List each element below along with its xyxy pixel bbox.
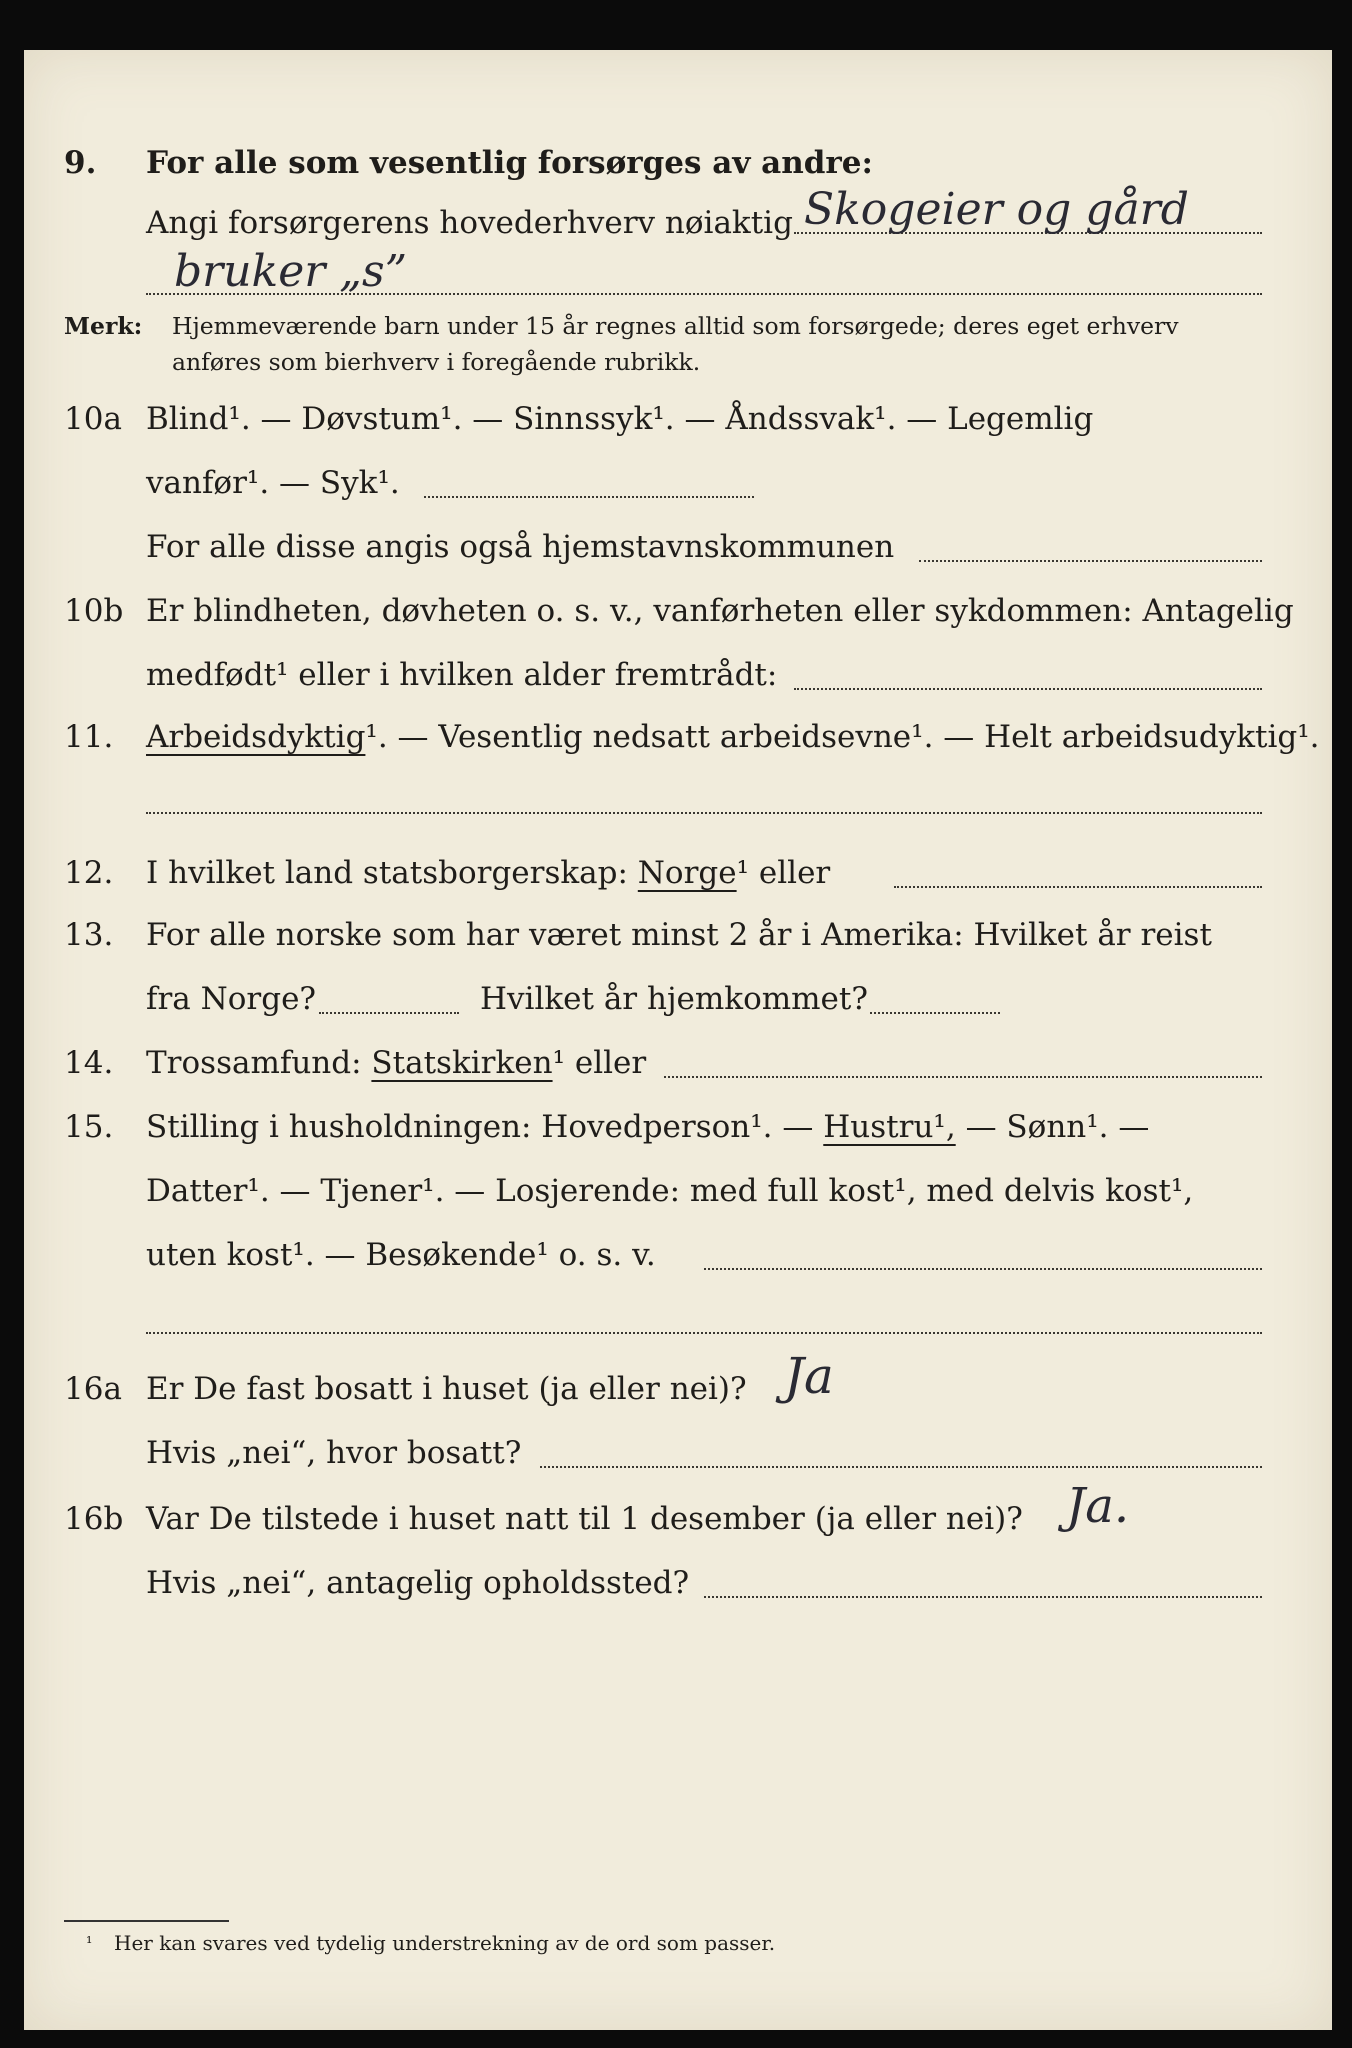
question-number-12: 12. <box>64 855 114 891</box>
answer-line-16b <box>704 1596 1262 1598</box>
question-11-text <box>146 714 1320 760</box>
question-16a-line-1: Er De fast bosatt i huset (ja eller nei)? <box>146 1371 747 1407</box>
question-15-prompt: Stilling i husholdningen: Hovedperson¹. — <box>146 1109 814 1145</box>
handwritten-answer-9a: Skogeier og gård <box>804 184 1189 235</box>
question-number-11: 11. <box>64 719 114 755</box>
question-15-rest: — Sønn¹. — <box>965 1109 1150 1145</box>
question-number-13: 13. <box>64 917 114 953</box>
question-10a-line-2: vanfør¹. — Syk¹. <box>146 465 400 501</box>
question-16a-line-2: Hvis „nei“, hvor bosatt? <box>146 1435 522 1471</box>
question-9-heading: For alle som vesentlig forsørges av andre: <box>146 145 873 181</box>
answer-line-10b <box>794 688 1262 690</box>
question-16b-line-2: Hvis „nei“, antagelig opholdssted? <box>146 1565 690 1601</box>
question-number-10b: 10b <box>64 593 124 629</box>
question-10a-line-3: For alle disse angis også hjemstavnskommunen <box>146 529 895 565</box>
answer-line-13a <box>319 1012 459 1014</box>
handwritten-answer-9b: bruker „s” <box>174 246 408 297</box>
question-12-underlined-answer: Norge <box>637 855 737 891</box>
question-number-9: 9. <box>64 145 97 181</box>
question-number-15: 15. <box>64 1109 114 1145</box>
question-11-underlined-answer: Arbeidsdyktig <box>146 719 366 755</box>
question-number-16a: 16a <box>64 1371 122 1407</box>
note-label: Merk: <box>64 312 143 340</box>
question-15-line-2: Datter¹. — Tjener¹. — Losjerende: med full kost¹, med delvis kost¹, <box>146 1173 1194 1209</box>
answer-line-16a <box>540 1466 1262 1468</box>
handwritten-answer-16b: Ja. <box>1066 1478 1130 1534</box>
question-10b-line-2: medfødt¹ eller i hvilken alder fremtrådt: <box>146 657 778 693</box>
question-9-prompt: Angi forsørgerens hovederhverv nøiaktig <box>146 205 793 241</box>
question-10a-line-1: Blind¹. — Døvstum¹. — Sinnssyk¹. — Åndssvak¹. — Legemlig <box>146 401 1094 437</box>
answer-line-13b <box>870 1012 1000 1014</box>
note-line-2: anføres som bierhverv i foregående rubrikk. <box>172 348 701 376</box>
answer-line-11 <box>146 812 1262 814</box>
answer-line-10a-hometown <box>919 560 1262 562</box>
answer-line-14 <box>664 1076 1262 1078</box>
census-form-page <box>24 50 1332 2030</box>
footnote-mark: ¹ <box>86 1933 93 1952</box>
footnote-rule <box>64 1920 229 1922</box>
question-14-prompt: Trossamfund: <box>146 1045 362 1081</box>
footnote-text: Her kan svares ved tydelig understrekning av de ord som passer. <box>114 1931 776 1955</box>
question-11-options: ¹. — Vesentlig nedsatt arbeidsevne¹. — Helt arbeidsudyktig¹. <box>365 719 1320 755</box>
question-10b-line-1: Er blindheten, døvheten o. s. v., vanførheten eller sykdommen: Antagelig <box>146 593 1294 629</box>
question-12-prompt: I hvilket land statsborgerskap: <box>146 855 628 891</box>
question-13-prompt-b: Hvilket år hjemkommet? <box>480 981 868 1017</box>
question-15-underlined-answer: Hustru¹, <box>823 1109 956 1145</box>
answer-line-15a <box>704 1268 1262 1270</box>
question-13-line-1: For alle norske som har været minst 2 år i Amerika: Hvilket år reist <box>146 917 1212 953</box>
answer-line-15b <box>146 1332 1262 1334</box>
question-16b-line-1: Var De tilstede i huset natt til 1 desember (ja eller nei)? <box>146 1501 1023 1537</box>
answer-line-10a-syk <box>424 496 754 498</box>
note-line-1: Hjemmeværende barn under 15 år regnes alltid som forsørgede; deres eget erhverv <box>172 312 1179 340</box>
question-12-text <box>146 850 830 896</box>
question-14-text <box>146 1040 646 1086</box>
question-number-10a: 10a <box>64 401 122 437</box>
question-12-rest: ¹ eller <box>736 855 831 891</box>
question-number-14: 14. <box>64 1045 114 1081</box>
question-15-line-3: uten kost¹. — Besøkende¹ o. s. v. <box>146 1237 656 1273</box>
handwritten-answer-16a: Ja <box>784 1347 834 1405</box>
question-14-underlined-answer: Statskirken <box>371 1045 553 1081</box>
answer-line-12 <box>894 886 1262 888</box>
question-15-line-1 <box>146 1104 1149 1150</box>
question-13-prompt-a: fra Norge? <box>146 981 317 1017</box>
question-number-16b: 16b <box>64 1501 124 1537</box>
question-14-rest: ¹ eller <box>552 1045 647 1081</box>
